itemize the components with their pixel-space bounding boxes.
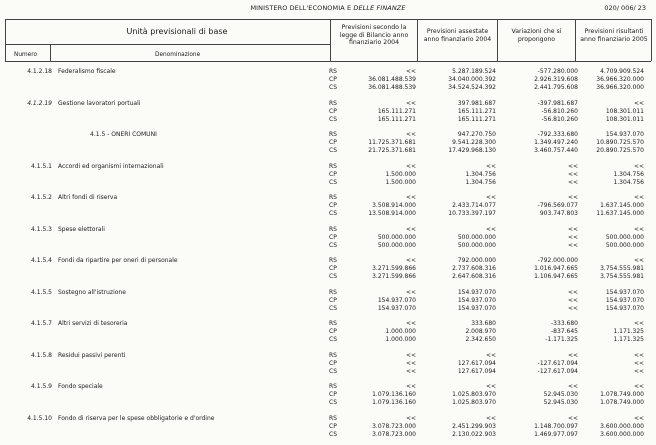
value-cell: << (567, 351, 578, 359)
row-type-label: CS (329, 304, 337, 312)
value-cell: 2.647.608.316 (452, 273, 496, 280)
row-number: 4.1.5.9 (31, 383, 52, 390)
value-column-v1 (336, 320, 416, 344)
row-type-label: CP (329, 233, 337, 241)
value-cell: 13.508.914.000 (368, 210, 416, 217)
value-cell: 52.945.030 (543, 399, 578, 406)
row-description: Altri fondi di riserva (58, 194, 118, 201)
value-cell: 333.680 (471, 320, 496, 327)
value-cell: 154.937.070 (457, 288, 496, 296)
value-column-v4 (580, 289, 644, 313)
value-cell: 154.937.070 (377, 296, 416, 304)
col-divider (497, 19, 498, 61)
row-description: Fondi da ripartire per oneri di personale (58, 257, 178, 264)
value-column-v4 (580, 163, 644, 187)
row-type-label: RS (329, 68, 337, 75)
value-cell: 1.304.756 (613, 178, 644, 186)
value-cell: 165.111.271 (457, 107, 496, 115)
value-cell: << (405, 68, 416, 75)
row-type-label: CP (329, 296, 337, 304)
value-cell: << (485, 194, 496, 201)
row-description: Fondo speciale (58, 383, 103, 390)
value-cell: -397.981.687 (537, 99, 578, 107)
row-type-label: CP (329, 107, 337, 115)
value-cell: 1.349.497.240 (534, 139, 578, 146)
value-cell: << (633, 162, 644, 170)
value-cell: 1.304.756 (613, 170, 644, 178)
value-cell: 36.081.488.539 (368, 84, 416, 91)
value-cell: 1.025.803.970 (452, 399, 496, 406)
value-column-v3 (500, 415, 578, 439)
table-row (0, 349, 656, 382)
value-cell: 36.966.320.000 (596, 84, 644, 91)
value-cell: 1.106.947.665 (534, 273, 578, 280)
ministry-name: MINISTERO DELL'ECONOMIA E (250, 4, 354, 12)
value-cell: 1.000.000 (385, 328, 416, 335)
value-column-v2 (420, 194, 496, 218)
value-column-v4 (580, 194, 644, 218)
value-cell: << (567, 296, 578, 304)
row-type-label: CP (329, 391, 337, 398)
col-divider (330, 19, 331, 61)
value-column-v2 (420, 163, 496, 187)
numero-header: Numero (14, 52, 38, 58)
value-cell: 2.342.650 (465, 336, 496, 343)
value-cell: << (567, 414, 578, 422)
value-cell: << (485, 225, 496, 233)
value-cell: << (405, 414, 416, 422)
value-cell: 154.937.070 (377, 304, 416, 312)
value-column-v2 (420, 68, 496, 92)
value-cell: 3.600.000.000 (600, 422, 644, 430)
table-row (0, 380, 656, 413)
value-column-v3 (500, 383, 578, 407)
numero-divider (50, 44, 51, 61)
row-type-label: RS (329, 351, 337, 359)
value-cell: 17.429.968.130 (448, 147, 496, 154)
value-cell: -127.617.094 (537, 359, 578, 367)
value-cell: -837.645 (551, 328, 578, 335)
row-number: 4.1.5.5 (31, 288, 52, 296)
row-description: Spese elettorali (58, 225, 105, 233)
value-cell: << (405, 257, 416, 264)
value-cell: << (567, 241, 578, 249)
row-type-label: CS (329, 430, 337, 438)
value-column-v3 (500, 257, 578, 281)
row-type-label: CS (329, 241, 337, 249)
col-header-legge-bilancio: Previsioni secondo la legge di Bilancio anno finanziario 2004 (339, 24, 409, 47)
value-cell: 792.000.000 (457, 257, 496, 264)
value-column-v1 (336, 131, 416, 155)
value-column-v1 (336, 68, 416, 92)
table-row (0, 412, 656, 445)
value-cell: 5.287.189.524 (452, 68, 496, 75)
value-cell: 127.617.094 (457, 359, 496, 367)
value-cell: 1.469.977.097 (534, 430, 578, 438)
value-column-v3 (500, 226, 578, 250)
value-cell: << (405, 367, 416, 375)
value-cell: 165.111.271 (377, 115, 416, 123)
value-cell: 1.079.136.160 (372, 399, 416, 406)
value-cell: -56.810.260 (541, 107, 578, 115)
value-cell: 2.441.795.608 (534, 84, 578, 91)
value-cell: 3.078.723.000 (372, 422, 416, 430)
value-cell: 154.937.070 (457, 304, 496, 312)
value-cell: 500.000.000 (605, 233, 644, 241)
row-number: 4.1.2.18 (27, 68, 52, 75)
value-cell: 500.000.000 (457, 233, 496, 241)
row-type-label: RS (329, 257, 337, 264)
value-cell: 2.926.319.608 (534, 76, 578, 83)
value-cell: 154.937.070 (605, 304, 644, 312)
value-cell: -577.280.000 (537, 68, 578, 75)
row-type-label: CS (329, 178, 337, 186)
value-column-v2 (420, 415, 496, 439)
row-number: 4.1.5.10 (27, 414, 52, 422)
value-cell: 947.270.750 (457, 131, 496, 138)
table-row (0, 65, 656, 98)
value-column-v2 (420, 226, 496, 250)
value-cell: << (633, 320, 644, 327)
row-number: 4.1.5.7 (31, 320, 52, 327)
value-cell: 10.733.397.197 (448, 210, 496, 217)
value-column-v1 (336, 289, 416, 313)
value-column-v1 (336, 352, 416, 376)
value-column-v2 (420, 257, 496, 281)
row-description: Accordi ed organismi internazionali (58, 162, 164, 170)
value-cell: << (567, 194, 578, 201)
row-number: 4.1.5.2 (31, 194, 52, 201)
value-cell: << (567, 178, 578, 186)
value-cell: 500.000.000 (377, 241, 416, 249)
table-row (0, 286, 656, 319)
value-cell: << (567, 288, 578, 296)
value-cell: 3.271.599.866 (372, 265, 416, 272)
value-cell: -792.000.000 (537, 257, 578, 264)
value-column-v3 (500, 68, 578, 92)
value-cell: 36.966.320.000 (596, 76, 644, 83)
value-cell: << (405, 131, 416, 138)
value-cell: -792.333.680 (537, 131, 578, 138)
table-row (0, 317, 656, 350)
row-type-label: CP (329, 359, 337, 367)
row-description: 4.1.5 - ONERI COMUNI (90, 131, 157, 138)
table-row (0, 191, 656, 224)
value-column-v4 (580, 68, 644, 92)
value-cell: 1.079.136.160 (372, 391, 416, 398)
value-cell: << (633, 351, 644, 359)
value-cell: 10.890.725.570 (596, 139, 644, 146)
value-column-v3 (500, 352, 578, 376)
value-column-v1 (336, 163, 416, 187)
value-cell: 500.000.000 (377, 233, 416, 241)
value-column-v2 (420, 100, 496, 124)
row-type-label: CS (329, 210, 337, 217)
row-description: Residui passivi perenti (58, 351, 126, 359)
value-cell: -1.171.325 (545, 336, 578, 343)
row-type-label: RS (329, 383, 337, 390)
page-code: 020/ 006/ 23 (604, 4, 646, 12)
value-column-v2 (420, 320, 496, 344)
value-cell: 165.111.271 (457, 115, 496, 123)
value-column-v4 (580, 257, 644, 281)
row-type-label: CS (329, 84, 337, 91)
value-cell: -796.569.077 (537, 202, 578, 209)
row-description: Sostegno all'istruzione (58, 288, 126, 296)
row-type-label: RS (329, 414, 337, 422)
value-column-v4 (580, 320, 644, 344)
value-column-v4 (580, 100, 644, 124)
value-cell: -333.680 (551, 320, 578, 327)
row-type-label: CP (329, 328, 337, 335)
section-title: Unità previsionali di base (126, 27, 228, 36)
value-cell: << (405, 359, 416, 367)
value-cell: 3.754.555.981 (600, 273, 644, 280)
value-column-v1 (336, 194, 416, 218)
value-column-v2 (420, 131, 496, 155)
value-cell: 20.890.725.570 (596, 147, 644, 154)
value-cell: 52.945.030 (543, 391, 578, 398)
value-column-v3 (500, 289, 578, 313)
row-type-label: CP (329, 170, 337, 178)
value-cell: << (633, 359, 644, 367)
value-cell: << (405, 99, 416, 107)
row-description: Altri servizi di tesoreria (58, 320, 128, 327)
value-cell: -56.810.260 (541, 115, 578, 123)
value-cell: 9.541.228.300 (452, 139, 496, 146)
value-cell: << (633, 414, 644, 422)
row-number: 4.1.5.4 (31, 257, 52, 264)
value-column-v4 (580, 383, 644, 407)
value-cell: << (567, 170, 578, 178)
value-cell: << (633, 99, 644, 107)
value-cell: 3.078.723.000 (372, 430, 416, 438)
denominazione-header: Denominazione (155, 52, 201, 58)
value-cell: 11.637.145.000 (596, 210, 644, 217)
col-header-risultanti: Previsioni risultanti anno finanziario 2005 (580, 28, 648, 43)
value-cell: 903.747.803 (539, 210, 578, 217)
value-cell: 154.937.070 (605, 296, 644, 304)
row-type-label: RS (329, 288, 337, 296)
row-type-label: CS (329, 367, 337, 375)
value-cell: << (567, 383, 578, 390)
value-cell: 34.524.524.392 (448, 84, 496, 91)
row-type-label: CS (329, 336, 337, 343)
value-cell: 1.304.756 (465, 170, 496, 178)
value-cell: 1.000.000 (385, 336, 416, 343)
value-column-v1 (336, 257, 416, 281)
row-type-label: RS (329, 320, 337, 327)
row-type-label: RS (329, 99, 337, 107)
row-type-label: CS (329, 115, 337, 123)
row-type-label: CS (329, 399, 337, 406)
value-cell: << (405, 162, 416, 170)
header-bottom-border (5, 61, 651, 62)
value-cell: << (567, 162, 578, 170)
value-cell: 1.078.749.000 (600, 399, 644, 406)
value-cell: << (567, 304, 578, 312)
right-border (651, 19, 652, 61)
value-column-v4 (580, 352, 644, 376)
value-column-v2 (420, 352, 496, 376)
value-cell: 1.304.756 (465, 178, 496, 186)
row-type-label: CP (329, 265, 337, 272)
value-cell: << (405, 351, 416, 359)
value-cell: 36.081.488.539 (368, 76, 416, 83)
table-row (0, 128, 656, 161)
value-cell: 500.000.000 (457, 241, 496, 249)
value-column-v3 (500, 131, 578, 155)
value-cell: 397.981.687 (457, 99, 496, 107)
row-type-label: CP (329, 202, 337, 209)
value-cell: 1.148.700.097 (534, 422, 578, 430)
value-cell: 1.171.325 (613, 336, 644, 343)
value-cell: << (633, 225, 644, 233)
value-cell: 21.725.371.681 (368, 147, 416, 154)
value-column-v4 (580, 226, 644, 250)
row-type-label: RS (329, 162, 337, 170)
value-cell: 11.725.371.681 (368, 139, 416, 146)
value-cell: 3.600.000.000 (600, 430, 644, 438)
value-cell: << (405, 288, 416, 296)
value-cell: 500.000.000 (605, 241, 644, 249)
value-cell: 2.130.022.903 (452, 430, 496, 438)
value-cell: 1.016.947.665 (534, 265, 578, 272)
row-type-label: RS (329, 131, 337, 138)
value-cell: << (633, 194, 644, 201)
row-type-label: RS (329, 225, 337, 233)
left-border (5, 19, 6, 61)
row-number: 4.1.5.1 (31, 162, 52, 170)
value-cell: 4.709.909.524 (600, 68, 644, 75)
value-cell: 154.937.070 (605, 131, 644, 138)
value-column-v3 (500, 100, 578, 124)
value-column-v1 (336, 100, 416, 124)
value-cell: 1.078.749.000 (600, 391, 644, 398)
value-cell: 108.301.011 (605, 115, 644, 123)
value-cell: << (633, 367, 644, 375)
value-cell: << (633, 383, 644, 390)
value-cell: 154.937.070 (605, 288, 644, 296)
value-cell: << (405, 320, 416, 327)
value-column-v3 (500, 194, 578, 218)
value-cell: 127.617.094 (457, 367, 496, 375)
value-cell: 108.301.011 (605, 107, 644, 115)
ministry-name-italic: DELLE FINANZE (353, 4, 406, 12)
value-cell: -127.617.094 (537, 367, 578, 375)
value-cell: 154.937.070 (457, 296, 496, 304)
value-cell: 2.433.714.077 (452, 202, 496, 209)
value-cell: 1.637.145.000 (600, 202, 644, 209)
value-cell: << (485, 414, 496, 422)
col-header-variazioni: Variazioni che si propongono (511, 28, 562, 43)
value-column-v4 (580, 415, 644, 439)
row-number: 4.1.5.3 (31, 225, 52, 233)
value-column-v2 (420, 289, 496, 313)
row-type-label: CP (329, 139, 337, 146)
row-description: Gestione lavoratori portuali (58, 99, 141, 107)
row-type-label: CS (329, 147, 337, 154)
value-cell: << (405, 225, 416, 233)
row-description: Fondo di riserva per le spese obbligatorie e d'ordine (58, 414, 215, 422)
value-cell: 1.500.000 (385, 178, 416, 186)
table-row (0, 160, 656, 193)
value-column-v3 (500, 163, 578, 187)
value-cell: << (405, 194, 416, 201)
value-cell: 3.508.914.000 (372, 202, 416, 209)
row-number: 4.1.2.19 (27, 99, 52, 107)
value-cell: 1.025.803.970 (452, 391, 496, 398)
value-cell: 3.271.599.866 (372, 273, 416, 280)
value-cell: 3.460.757.440 (534, 147, 578, 154)
value-column-v2 (420, 383, 496, 407)
table-row (0, 254, 656, 287)
table-row (0, 223, 656, 256)
row-type-label: CP (329, 422, 337, 430)
col-header-assestate: Previsioni assestate anno finanziario 2004 (423, 28, 492, 43)
value-cell: 2.008.970 (465, 328, 496, 335)
value-column-v3 (500, 320, 578, 344)
value-cell: << (567, 233, 578, 241)
col-divider (417, 19, 418, 61)
value-cell: << (485, 383, 496, 390)
value-column-v1 (336, 383, 416, 407)
value-cell: 1.500.000 (385, 170, 416, 178)
value-cell: << (633, 257, 644, 264)
value-cell: << (405, 383, 416, 390)
row-type-label: CS (329, 273, 337, 280)
value-column-v1 (336, 226, 416, 250)
value-cell: 1.171.325 (613, 328, 644, 335)
value-cell: 34.040.000.392 (448, 76, 496, 83)
table-row (0, 97, 656, 130)
value-cell: 2.451.299.903 (452, 422, 496, 430)
value-cell: 2.737.608.316 (452, 265, 496, 272)
value-cell: << (485, 351, 496, 359)
value-cell: 165.111.271 (377, 107, 416, 115)
row-description: Federalismo fiscale (58, 68, 116, 75)
value-column-v1 (336, 415, 416, 439)
table-top-border (5, 19, 651, 20)
value-column-v4 (580, 131, 644, 155)
document-title (0, 4, 656, 12)
value-cell: 3.754.555.981 (600, 265, 644, 272)
value-cell: << (485, 162, 496, 170)
row-number: 4.1.5.8 (31, 351, 52, 359)
title-separator (5, 44, 330, 45)
value-cell: << (567, 225, 578, 233)
col-divider (575, 19, 576, 61)
row-type-label: CP (329, 76, 337, 83)
row-type-label: RS (329, 194, 337, 201)
